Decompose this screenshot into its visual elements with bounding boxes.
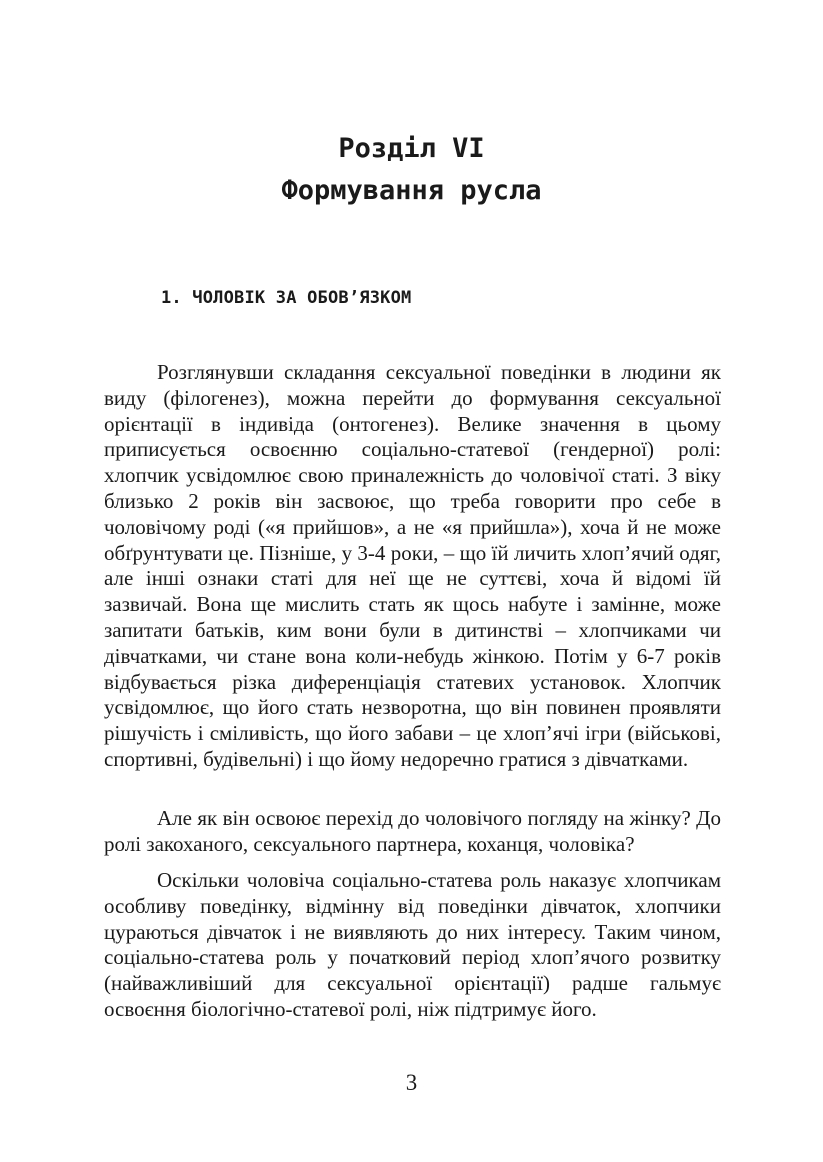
- chapter-name: Формування русла: [281, 175, 542, 206]
- paragraph-text: Оскільки чоловіча соціально-статева роль наказує хлопчикам особливу поведінку, відмінну від поведінки дівчаток, хлопчики цураються дівчаток і не виявляють до них інтересу. Таким чином, соціально-статева роль у початковий період хлоп’ячого розвитку (найважливіший для сексуальної орієнтації) радше гальмує освоєння біологічно-статевої ролі, ніж підтримує його.: [104, 868, 721, 1021]
- paragraph-text: Розглянувши складання сексуальної поведінки в людини як виду (філогенез), можна перейти до формування сексуальної орієнтації в індивіда (онтогенез). Велике значення в цьому приписується освоєнню соціально-статевої (гендерної) ролі: хлопчик усвідомлює свою приналежність до чоловічої статі. З віку близько 2 років він засвоює, що треба говорити про себе в чоловічому роді («я прийшов», а не «я прийшла»), хоча й не може обґрунтувати це. Пізніше, у 3-4 роки, – що їй личить хлоп’ячий одяг, але інші ознаки статі для неї ще не суттєві, хоча й відомі їй зазвичай. Вона ще мислить стать як щось набуте і замінне, може запитати батьків, ким вони були в дитинстві – хлопчиками чи дівчатками, чи стане вона коли-небудь жінкою. Потім у 6-7 років відбувається різка диференціація статевих установок. Хлопчик усвідомлює, що його стать незворотна, що він повинен проявляти рішучість і сміливість, що його забави – це хлоп’ячі ігри (військові, спортивні, будівельні) і що йому недоречно гратися з дівчатками.: [104, 360, 721, 771]
- section-heading: 1. ЧОЛОВІК ЗА ОБОВ’ЯЗКОМ: [161, 288, 412, 308]
- body-paragraph-3: [104, 868, 721, 1023]
- body-paragraph-2: [104, 806, 721, 858]
- chapter-number: Розділ VI: [338, 133, 485, 164]
- chapter-title: [0, 128, 823, 212]
- paragraph-text: Але як він освоює перехід до чоловічого погляду на жінку? До ролі закоханого, сексуального партнера, коханця, чоловіка?: [104, 806, 721, 856]
- body-paragraph-1: [104, 360, 721, 773]
- page-number: 3: [405, 1070, 418, 1095]
